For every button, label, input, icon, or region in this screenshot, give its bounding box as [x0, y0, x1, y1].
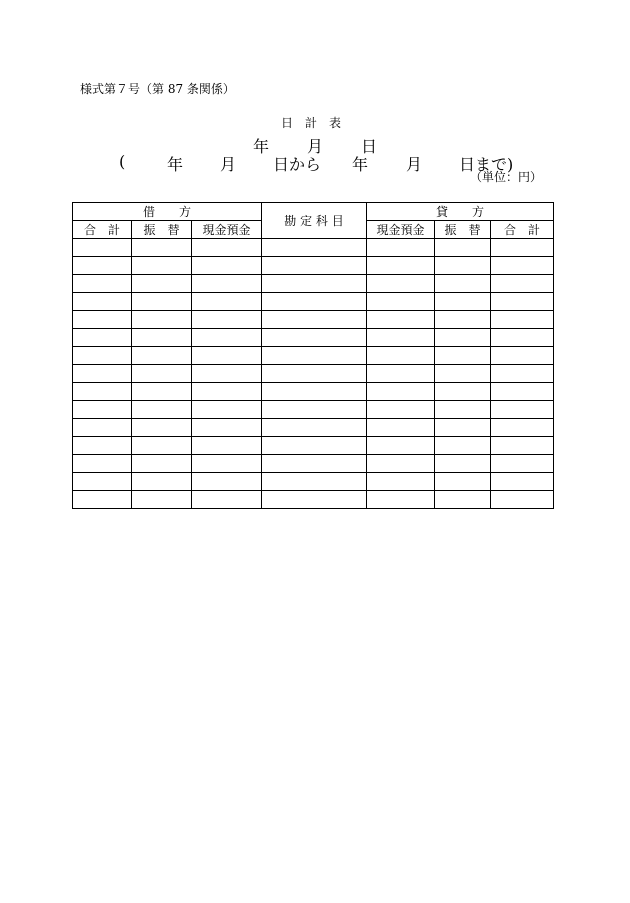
table-cell[interactable] [435, 257, 491, 275]
period-month-to: 月 [406, 155, 423, 174]
table-row [73, 257, 554, 275]
table-row [73, 437, 554, 455]
table-cell[interactable] [73, 275, 132, 293]
table-cell[interactable] [132, 419, 192, 437]
table-cell[interactable] [367, 491, 435, 509]
table-row [73, 365, 554, 383]
table-cell[interactable] [435, 239, 491, 257]
table-cell[interactable] [491, 365, 554, 383]
table-cell[interactable] [262, 365, 367, 383]
table-cell[interactable] [367, 365, 435, 383]
table-cell[interactable] [192, 347, 262, 365]
table-cell[interactable] [192, 401, 262, 419]
table-cell[interactable] [132, 275, 192, 293]
table-row [73, 293, 554, 311]
table-cell[interactable] [367, 275, 435, 293]
table-cell[interactable] [367, 419, 435, 437]
table-cell[interactable] [491, 257, 554, 275]
table-cell[interactable] [132, 491, 192, 509]
table-cell[interactable] [192, 473, 262, 491]
table-row [73, 383, 554, 401]
table-cell[interactable] [132, 293, 192, 311]
table-cell[interactable] [192, 365, 262, 383]
table-cell[interactable] [262, 401, 367, 419]
table-cell[interactable] [491, 239, 554, 257]
table-cell[interactable] [192, 257, 262, 275]
table-cell[interactable] [367, 347, 435, 365]
table-cell[interactable] [73, 473, 132, 491]
table-cell[interactable] [262, 293, 367, 311]
table-cell[interactable] [367, 293, 435, 311]
form-number: 様式第７号（第 87 条関係） [80, 82, 235, 96]
table-row [73, 311, 554, 329]
table-cell[interactable] [132, 311, 192, 329]
table-cell[interactable] [491, 455, 554, 473]
table-cell[interactable] [367, 239, 435, 257]
table-cell[interactable] [435, 419, 491, 437]
table-cell[interactable] [262, 383, 367, 401]
table-cell[interactable] [367, 383, 435, 401]
table-cell[interactable] [435, 437, 491, 455]
table-cell[interactable] [435, 275, 491, 293]
table-cell[interactable] [73, 329, 132, 347]
period-year-from: 年 [167, 155, 184, 174]
debit-header: 借 方 [73, 203, 262, 221]
table-cell[interactable] [435, 293, 491, 311]
table-cell[interactable] [435, 473, 491, 491]
table-cell[interactable] [262, 275, 367, 293]
table-cell[interactable] [491, 275, 554, 293]
table-cell[interactable] [192, 491, 262, 509]
period-day-from: 日から [273, 155, 322, 174]
table-cell[interactable] [367, 257, 435, 275]
table-cell[interactable] [192, 455, 262, 473]
table-cell[interactable] [491, 473, 554, 491]
date-month-label: 月 [307, 137, 324, 156]
table-row [73, 473, 554, 491]
table-cell[interactable] [262, 437, 367, 455]
table-cell[interactable] [192, 383, 262, 401]
account-header: 勘 定 科 目 [262, 203, 367, 239]
table-cell[interactable] [262, 473, 367, 491]
table-cell[interactable] [435, 365, 491, 383]
table-cell[interactable] [262, 347, 367, 365]
table-cell[interactable] [262, 329, 367, 347]
table-cell[interactable] [367, 437, 435, 455]
period-open-paren: ( [119, 152, 126, 171]
table-cell[interactable] [491, 383, 554, 401]
table-cell[interactable] [132, 473, 192, 491]
table-row [73, 239, 554, 257]
table-cell[interactable] [73, 491, 132, 509]
table-cell[interactable] [132, 329, 192, 347]
table-cell[interactable] [132, 437, 192, 455]
table-cell[interactable] [73, 311, 132, 329]
table-cell[interactable] [262, 491, 367, 509]
table-cell[interactable] [435, 311, 491, 329]
table-cell[interactable] [192, 437, 262, 455]
debit-cash-deposit-header: 現金預金 [192, 221, 262, 239]
table-row [73, 401, 554, 419]
table-cell[interactable] [192, 419, 262, 437]
table-cell[interactable] [73, 347, 132, 365]
table-cell[interactable] [132, 257, 192, 275]
table-cell[interactable] [491, 419, 554, 437]
table-cell[interactable] [435, 401, 491, 419]
table-cell[interactable] [73, 401, 132, 419]
table-cell[interactable] [73, 455, 132, 473]
date-year-label: 年 [253, 137, 270, 156]
period-day-to: 日まで) [459, 155, 514, 174]
table-cell[interactable] [435, 383, 491, 401]
table-row [73, 455, 554, 473]
credit-header: 貸 方 [367, 203, 554, 221]
table-cell[interactable] [262, 455, 367, 473]
table-cell[interactable] [367, 401, 435, 419]
credit-cash-deposit-header: 現金預金 [367, 221, 435, 239]
table-cell[interactable] [73, 257, 132, 275]
table-cell[interactable] [192, 239, 262, 257]
table-cell[interactable] [491, 311, 554, 329]
debit-transfer-header: 振 替 [132, 221, 192, 239]
table-cell[interactable] [491, 401, 554, 419]
date-day-label: 日 [361, 137, 378, 156]
table-cell[interactable] [192, 293, 262, 311]
table-cell[interactable] [73, 293, 132, 311]
period-year-to: 年 [352, 155, 369, 174]
credit-total-header: 合 計 [491, 221, 554, 239]
table-cell[interactable] [132, 383, 192, 401]
ledger-body [73, 239, 554, 509]
table-cell[interactable] [192, 311, 262, 329]
period-line [0, 152, 630, 174]
table-cell[interactable] [262, 239, 367, 257]
table-cell[interactable] [435, 329, 491, 347]
document-title: 日 計 表 [281, 116, 342, 130]
table-row [73, 329, 554, 347]
table-cell[interactable] [132, 401, 192, 419]
table-row [73, 491, 554, 509]
table-row [73, 275, 554, 293]
table-cell[interactable] [262, 257, 367, 275]
table-cell[interactable] [367, 455, 435, 473]
table-cell[interactable] [491, 491, 554, 509]
table-cell[interactable] [435, 347, 491, 365]
debit-total-header: 合 計 [73, 221, 132, 239]
table-cell[interactable] [491, 437, 554, 455]
table-cell[interactable] [73, 437, 132, 455]
table-cell[interactable] [73, 365, 132, 383]
table-cell[interactable] [367, 311, 435, 329]
table-cell[interactable] [132, 365, 192, 383]
period-month-from: 月 [220, 155, 237, 174]
table-cell[interactable] [491, 293, 554, 311]
table-cell[interactable] [367, 473, 435, 491]
table-cell[interactable] [73, 419, 132, 437]
table-row [73, 419, 554, 437]
table-cell[interactable] [491, 329, 554, 347]
credit-transfer-header: 振 替 [435, 221, 491, 239]
report-date-line [0, 134, 630, 156]
table-cell[interactable] [262, 311, 367, 329]
table-cell[interactable] [132, 239, 192, 257]
table-cell[interactable] [435, 455, 491, 473]
table-cell[interactable] [367, 329, 435, 347]
table-cell[interactable] [73, 383, 132, 401]
table-cell[interactable] [132, 455, 192, 473]
table-cell[interactable] [262, 419, 367, 437]
table-cell[interactable] [73, 239, 132, 257]
daily-ledger-table [72, 202, 554, 509]
unit-label: （単位：円） [470, 170, 543, 184]
table-cell[interactable] [435, 491, 491, 509]
table-row [73, 347, 554, 365]
table-cell[interactable] [192, 329, 262, 347]
table-cell[interactable] [132, 347, 192, 365]
table-cell[interactable] [491, 347, 554, 365]
table-cell[interactable] [192, 275, 262, 293]
